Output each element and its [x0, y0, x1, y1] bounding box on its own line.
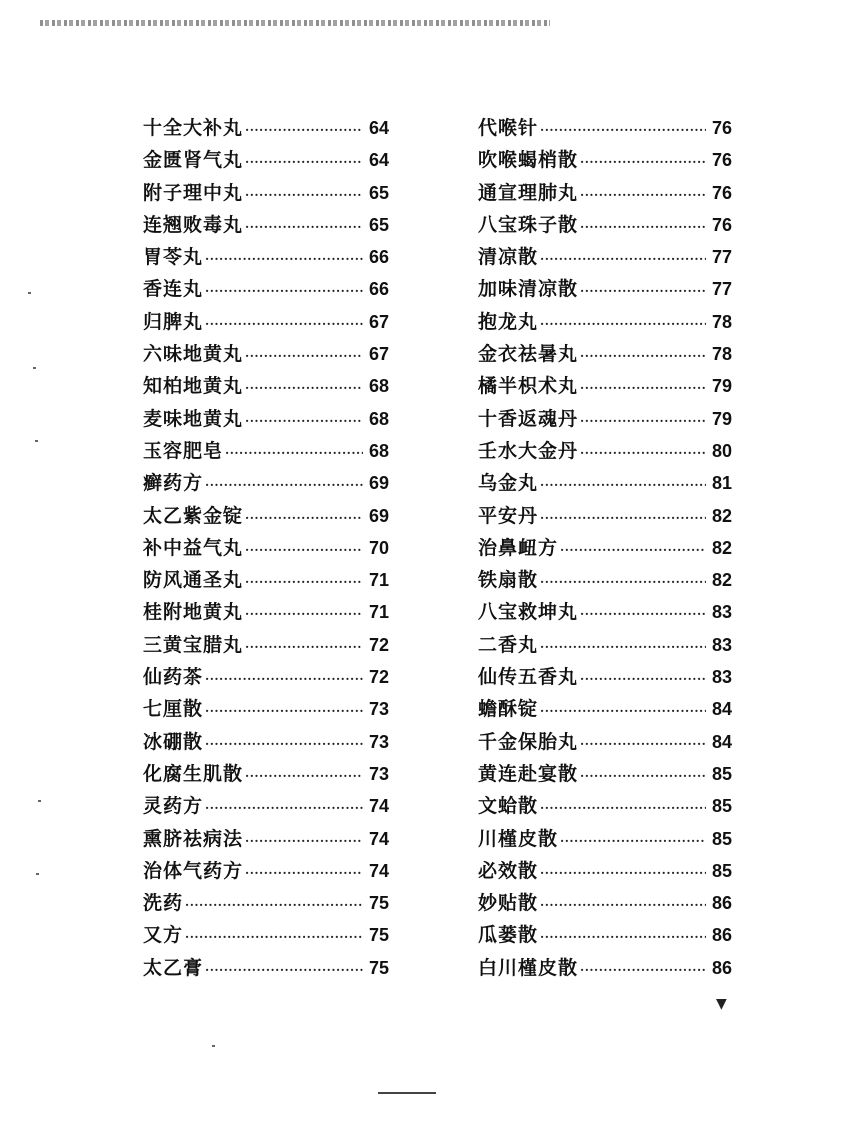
dot-leader [580, 211, 706, 243]
toc-entry[interactable] [478, 273, 746, 305]
entry-title: 十全大补丸 [143, 117, 244, 139]
scan-speck [35, 440, 38, 442]
toc-entry[interactable] [143, 855, 403, 887]
toc-entry[interactable] [478, 726, 746, 758]
dot-leader [540, 308, 706, 340]
dot-leader [245, 405, 363, 437]
dot-leader [245, 566, 363, 598]
dot-leader [245, 857, 363, 889]
entry-page-number: 86 [712, 893, 733, 914]
dot-leader [245, 631, 363, 663]
toc-entry[interactable] [143, 467, 403, 499]
entry-page-number: 73 [369, 731, 390, 752]
entry-page-number: 66 [369, 247, 390, 268]
entry-title: 黄连赴宴散 [478, 762, 579, 785]
entry-page-number: 76 [712, 150, 733, 171]
entry-page-number: 68 [369, 440, 390, 461]
toc-entry[interactable] [478, 532, 746, 564]
dot-leader [205, 308, 363, 340]
entry-page-number: 71 [369, 570, 390, 591]
toc-entry[interactable] [478, 855, 746, 887]
entry-title: 治鼻衄方 [478, 536, 559, 559]
toc-entry[interactable] [143, 435, 403, 467]
dot-leader [540, 243, 706, 275]
entry-page-number: 74 [369, 828, 390, 849]
entry-title: 桂附地黄丸 [143, 601, 244, 624]
dot-leader [205, 695, 363, 727]
entry-title: 金匮肾气丸 [143, 149, 244, 172]
entry-title: 香连丸 [143, 278, 204, 301]
entry-title: 乌金丸 [478, 472, 539, 495]
toc-entry[interactable] [478, 467, 746, 499]
dot-leader [580, 372, 706, 404]
toc-entry[interactable] [478, 403, 746, 435]
entry-page-number: 82 [712, 570, 733, 591]
toc-entry[interactable] [143, 177, 403, 209]
toc-entry[interactable] [143, 273, 403, 305]
toc-entry[interactable] [478, 144, 746, 176]
entry-title: 玉容肥皂 [143, 439, 224, 462]
entry-title: 铁扇散 [478, 569, 539, 592]
entry-title: 二香丸 [478, 633, 539, 656]
entry-title: 清凉散 [478, 246, 539, 269]
entry-page-number: 79 [712, 408, 733, 429]
toc-entry[interactable] [478, 306, 746, 338]
dot-leader [205, 663, 363, 695]
dot-leader [580, 663, 706, 695]
entry-page-number: 78 [712, 311, 733, 332]
entry-page-number: 86 [712, 957, 733, 978]
entry-title: 胃苓丸 [143, 246, 204, 269]
entry-title: 蟾酥锭 [478, 698, 539, 721]
dot-leader [580, 954, 706, 986]
entry-page-number: 78 [712, 344, 733, 365]
entry-title: 壬水大金丹 [478, 439, 579, 462]
toc-entry[interactable] [478, 919, 746, 951]
scan-speck [38, 800, 41, 802]
entry-title: 归脾丸 [143, 310, 204, 333]
dot-leader [560, 825, 706, 857]
dot-leader [580, 179, 706, 211]
toc-entry[interactable] [143, 403, 403, 435]
dot-leader [205, 728, 363, 760]
entry-title: 六味地黄丸 [143, 343, 244, 366]
toc-entry[interactable] [143, 338, 403, 370]
toc-entry[interactable] [478, 790, 746, 822]
entry-page-number: 64 [369, 118, 390, 138]
dot-leader [245, 825, 363, 857]
entry-page-number: 82 [712, 505, 733, 526]
entry-page-number: 85 [712, 860, 733, 881]
toc-entry[interactable] [143, 952, 403, 984]
entry-title: 加味清凉散 [478, 278, 579, 301]
toc-entry[interactable] [143, 596, 403, 628]
entry-title: 化腐生肌散 [143, 762, 244, 785]
dot-leader [245, 114, 363, 146]
entry-page-number: 72 [369, 634, 390, 655]
dot-leader [245, 372, 363, 404]
toc-entry[interactable] [478, 952, 746, 984]
entry-title: 附子理中丸 [143, 181, 244, 204]
entry-title: 连翘败毒丸 [143, 213, 244, 236]
entry-title: 补中益气丸 [143, 536, 244, 559]
scan-speck [33, 367, 36, 369]
entry-page-number: 83 [712, 602, 733, 623]
dot-leader [245, 760, 363, 792]
toc-entry[interactable] [143, 629, 403, 661]
entry-title: 代喉针 [478, 117, 539, 139]
entry-page-number: 77 [712, 279, 733, 300]
entry-title: 七厘散 [143, 698, 204, 721]
entry-page-number: 76 [712, 118, 733, 138]
entry-title: 八宝珠子散 [478, 213, 579, 236]
scan-speck [28, 292, 31, 294]
entry-title: 太乙膏 [143, 956, 204, 979]
toc-entry[interactable] [143, 823, 403, 855]
continuation-mark: ▼ [716, 996, 727, 1012]
entry-title: 抱龙丸 [478, 310, 539, 333]
entry-title: 熏脐祛病法 [143, 827, 244, 850]
toc-entry[interactable] [478, 338, 746, 370]
entry-title: 白川槿皮散 [478, 956, 579, 979]
entry-page-number: 74 [369, 860, 390, 881]
toc-entry[interactable] [143, 564, 403, 596]
toc-entry[interactable] [478, 177, 746, 209]
entry-title: 三黄宝腊丸 [143, 633, 244, 656]
entry-page-number: 75 [369, 925, 390, 946]
entry-page-number: 76 [712, 214, 733, 235]
dot-leader [540, 566, 706, 598]
entry-page-number: 65 [369, 214, 390, 235]
toc-entry[interactable] [478, 209, 746, 241]
toc-entry[interactable] [143, 726, 403, 758]
toc-entry[interactable] [143, 693, 403, 725]
entry-page-number: 85 [712, 763, 733, 784]
dot-leader [205, 469, 363, 501]
dot-leader [540, 921, 706, 953]
toc-entry[interactable] [143, 241, 403, 273]
dot-leader [245, 534, 363, 566]
dot-leader [205, 275, 363, 307]
toc-entry[interactable] [478, 564, 746, 596]
dot-leader [205, 792, 363, 824]
dot-leader [580, 598, 706, 630]
toc-entry[interactable] [478, 887, 746, 919]
entry-title: 必效散 [478, 859, 539, 882]
scan-artifact-bottom [378, 1092, 436, 1094]
dot-leader [580, 275, 706, 307]
dot-leader [540, 857, 706, 889]
entry-title: 千金保胎丸 [478, 730, 579, 753]
entry-page-number: 69 [369, 473, 390, 494]
dot-leader [225, 437, 363, 469]
entry-page-number: 66 [369, 279, 390, 300]
entry-title: 麦味地黄丸 [143, 407, 244, 430]
entry-title: 川槿皮散 [478, 827, 559, 850]
toc-entry[interactable] [143, 919, 403, 951]
dot-leader [540, 114, 706, 146]
toc-entry[interactable] [143, 209, 403, 241]
entry-title: 癣药方 [143, 472, 204, 495]
toc-entry[interactable] [143, 661, 403, 693]
entry-title: 文蛤散 [478, 795, 539, 818]
entry-page-number: 64 [369, 150, 390, 171]
toc-entry[interactable] [478, 500, 746, 532]
dot-leader [185, 921, 363, 953]
dot-leader [540, 469, 706, 501]
toc-entry[interactable] [478, 112, 746, 144]
toc-left-column [143, 112, 403, 984]
entry-title: 平安丹 [478, 504, 539, 527]
toc-entry[interactable] [143, 370, 403, 402]
toc-entry[interactable] [478, 823, 746, 855]
toc-entry[interactable] [478, 370, 746, 402]
entry-title: 洗药 [143, 892, 184, 915]
entry-page-number: 73 [369, 763, 390, 784]
entry-page-number: 67 [369, 311, 390, 332]
toc-entry[interactable] [478, 661, 746, 693]
dot-leader [185, 889, 363, 921]
entry-page-number: 77 [712, 247, 733, 268]
toc-entry[interactable] [143, 112, 403, 144]
dot-leader [580, 146, 706, 178]
dot-leader [540, 889, 706, 921]
dot-leader [540, 695, 706, 727]
dot-leader [580, 405, 706, 437]
dot-leader [245, 179, 363, 211]
dot-leader [205, 243, 363, 275]
scan-artifact-top [40, 20, 550, 26]
entry-page-number: 74 [369, 796, 390, 817]
entry-title: 仙传五香丸 [478, 666, 579, 689]
entry-page-number: 72 [369, 667, 390, 688]
dot-leader [245, 146, 363, 178]
entry-page-number: 82 [712, 537, 733, 558]
entry-page-number: 68 [369, 376, 390, 397]
dot-leader [245, 502, 363, 534]
dot-leader [580, 760, 706, 792]
toc-entry[interactable] [478, 693, 746, 725]
dot-leader [580, 728, 706, 760]
entry-page-number: 70 [369, 537, 390, 558]
toc-entry[interactable] [143, 500, 403, 532]
entry-page-number: 85 [712, 828, 733, 849]
scan-speck [212, 1045, 215, 1047]
toc-right-column [478, 112, 746, 984]
scan-speck [36, 873, 39, 875]
toc-entry[interactable] [143, 887, 403, 919]
entry-page-number: 76 [712, 182, 733, 203]
entry-title: 吹喉蝎梢散 [478, 149, 579, 172]
entry-title: 十香返魂丹 [478, 407, 579, 430]
entry-title: 通宣理肺丸 [478, 181, 579, 204]
entry-title: 冰硼散 [143, 730, 204, 753]
toc-entry[interactable] [478, 596, 746, 628]
entry-page-number: 69 [369, 505, 390, 526]
entry-title: 金衣祛暑丸 [478, 343, 579, 366]
entry-title: 橘半枳术丸 [478, 375, 579, 398]
dot-leader [245, 211, 363, 243]
entry-page-number: 65 [369, 182, 390, 203]
toc-entry[interactable] [143, 790, 403, 822]
toc-entry[interactable] [478, 435, 746, 467]
dot-leader [540, 631, 706, 663]
entry-page-number: 83 [712, 667, 733, 688]
toc-entry[interactable] [478, 758, 746, 790]
entry-title: 知柏地黄丸 [143, 375, 244, 398]
entry-page-number: 73 [369, 699, 390, 720]
entry-page-number: 83 [712, 634, 733, 655]
entry-title: 又方 [143, 924, 184, 947]
entry-page-number: 85 [712, 796, 733, 817]
entry-page-number: 75 [369, 957, 390, 978]
dot-leader [245, 598, 363, 630]
dot-leader [540, 792, 706, 824]
entry-page-number: 84 [712, 731, 733, 752]
entry-page-number: 81 [712, 473, 733, 494]
toc-entry[interactable] [143, 532, 403, 564]
dot-leader [245, 340, 363, 372]
entry-page-number: 68 [369, 408, 390, 429]
entry-title: 仙药茶 [143, 666, 204, 689]
entry-title: 瓜蒌散 [478, 924, 539, 947]
entry-page-number: 80 [712, 440, 733, 461]
toc-entry[interactable] [143, 144, 403, 176]
toc-entry[interactable] [478, 629, 746, 661]
dot-leader [560, 534, 706, 566]
entry-page-number: 79 [712, 376, 733, 397]
dot-leader [580, 340, 706, 372]
entry-title: 治体气药方 [143, 859, 244, 882]
entry-title: 防风通圣丸 [143, 569, 244, 592]
entry-title: 灵药方 [143, 795, 204, 818]
entry-page-number: 67 [369, 344, 390, 365]
entry-page-number: 84 [712, 699, 733, 720]
entry-title: 太乙紫金锭 [143, 504, 244, 527]
dot-leader [205, 954, 363, 986]
entry-title: 八宝救坤丸 [478, 601, 579, 624]
toc-entry[interactable] [478, 241, 746, 273]
entry-title: 妙贴散 [478, 892, 539, 915]
dot-leader [580, 437, 706, 469]
entry-page-number: 86 [712, 925, 733, 946]
toc-entry[interactable] [143, 758, 403, 790]
entry-page-number: 75 [369, 893, 390, 914]
entry-page-number: 71 [369, 602, 390, 623]
dot-leader [540, 502, 706, 534]
toc-entry[interactable] [143, 306, 403, 338]
